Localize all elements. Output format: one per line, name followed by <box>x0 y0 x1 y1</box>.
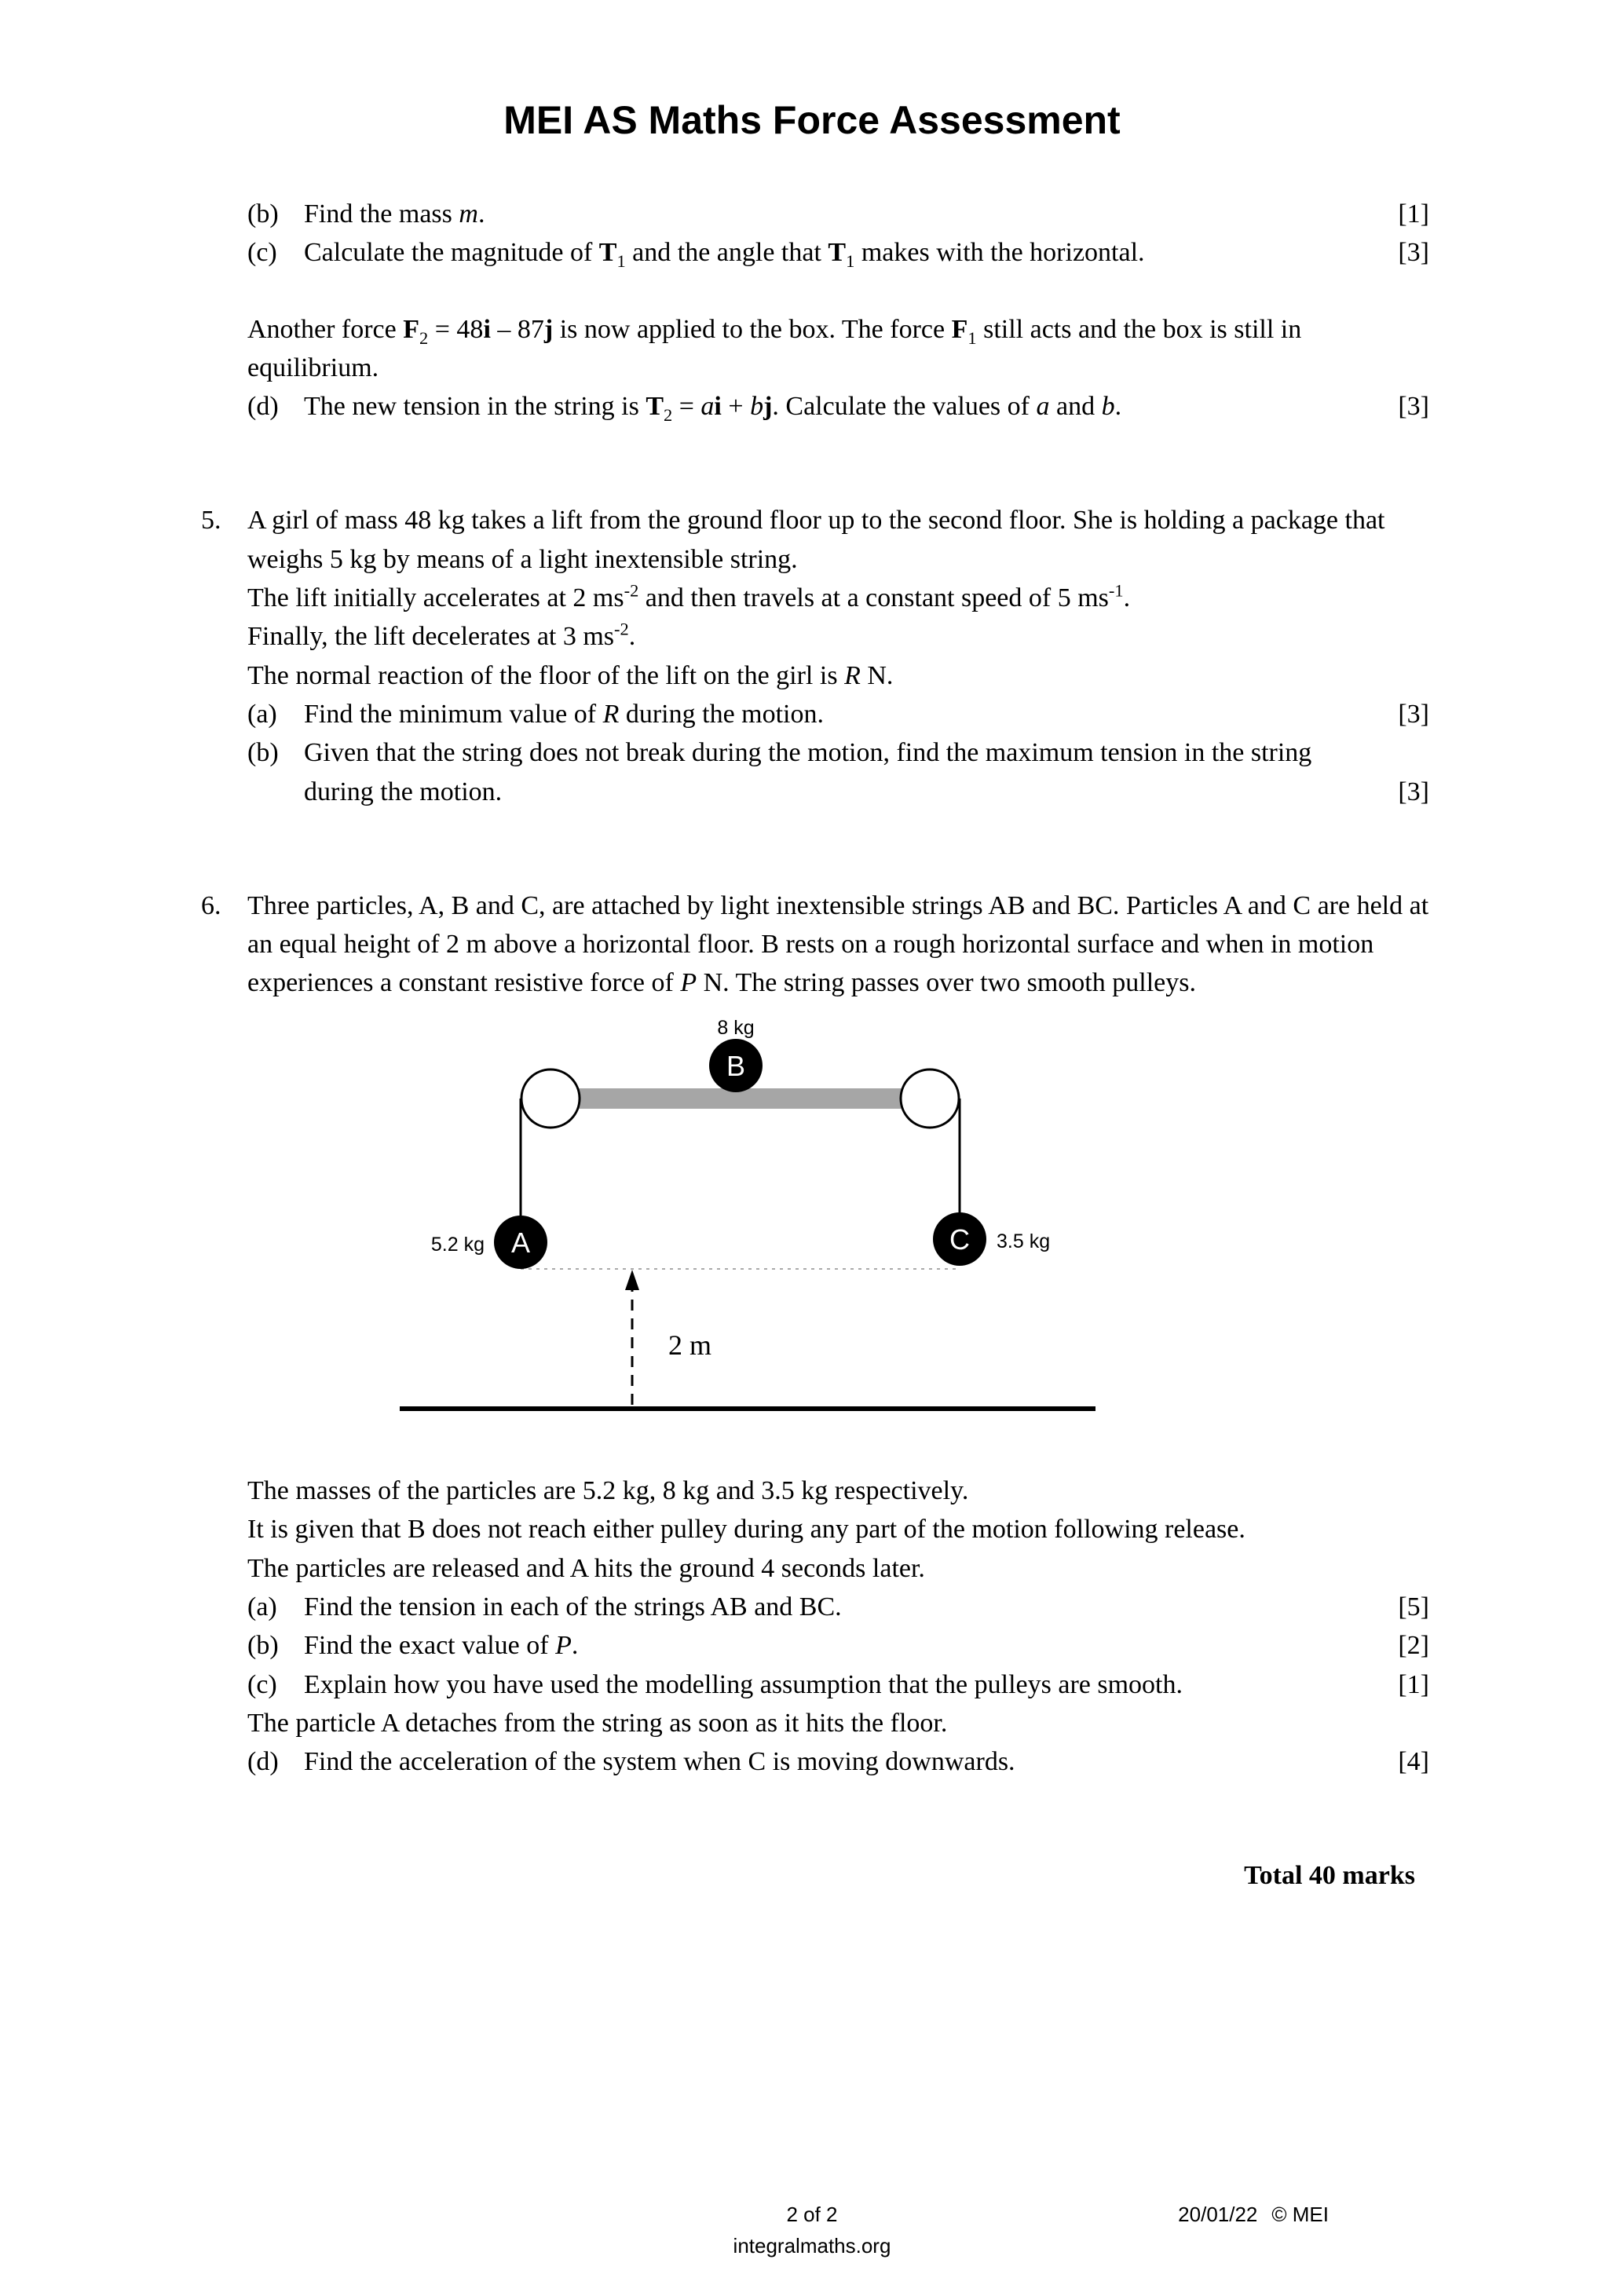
mass-b-label: 8 kg <box>717 1016 755 1039</box>
paragraph: The normal reaction of the floor of the lift on the girl is R N. <box>247 660 894 690</box>
footer-date: 20/01/22 <box>1178 2203 1258 2226</box>
question-number: 6. <box>201 890 221 920</box>
part-text: Find the mass m. <box>304 199 485 229</box>
part-label: (d) <box>247 1747 279 1777</box>
footer-right <box>1178 2199 1329 2230</box>
pulley-diagram-svg <box>397 1011 1103 1415</box>
question-part <box>247 387 1429 426</box>
part-label: (a) <box>247 699 277 729</box>
part-label: (c) <box>247 238 277 268</box>
question-part <box>247 1742 1429 1781</box>
paragraph: Three particles, A, B and C, are attached by light inextensible strings AB and BC. Particles A and C are held at an equal height of 2 m above a horizontal floor. B rests on a rough horizontal surface and when in motion experiences a constant resistive force of P N. The string passes over two smooth pulleys. <box>247 890 1429 998</box>
particle-b-label: B <box>726 1049 746 1082</box>
part-label: (c) <box>247 1669 277 1699</box>
page-title: MEI AS Maths Force Assessment <box>503 98 1121 142</box>
part-label: (b) <box>247 738 279 768</box>
part-text: Find the tension in each of the strings AB and BC. <box>304 1592 842 1621</box>
question-part <box>247 1626 1429 1665</box>
marks-badge: [1] <box>1398 199 1429 229</box>
total-marks: Total 40 marks <box>1244 1861 1415 1891</box>
height-label: 2 m <box>668 1329 712 1361</box>
part-text: Explain how you have used the modelling assumption that the pulleys are smooth. <box>304 1669 1183 1699</box>
mass-a-label: 5.2 kg <box>430 1233 485 1256</box>
question-part <box>247 195 1429 233</box>
paragraph: The masses of the particles are 5.2 kg, 8 kg and 3.5 kg respectively. <box>247 1476 969 1506</box>
question-part <box>247 1665 1429 1704</box>
footer-site: integralmaths.org <box>733 2234 891 2258</box>
pulley-diagram <box>397 1011 1429 1426</box>
pulley-right <box>901 1069 959 1128</box>
part-label: (d) <box>247 392 279 422</box>
marks-badge: [4] <box>1398 1747 1429 1777</box>
marks-badge: [2] <box>1398 1631 1429 1661</box>
paragraph: Another force $F_2 = 48i - 87j$ is now applied to the box. The force $F_1$ still acts and the box is still in equilibrium. <box>247 314 1302 382</box>
part-text: Find the exact value of P. <box>304 1631 579 1661</box>
part-label: (b) <box>247 199 279 229</box>
part-text: The new tension in the string is $T_2$ = ai + bj. Calculate the values of a and b. <box>304 392 1122 425</box>
question-part <box>247 695 1429 733</box>
footer-center <box>0 2199 1624 2261</box>
paragraph: The lift initially accelerates at 2 $ms^{-2}$ and then travels at a constant speed of 5 $ms^{-1}$. <box>247 580 1131 613</box>
question-5 <box>201 501 1429 810</box>
page-number: 2 of 2 <box>786 2203 838 2226</box>
document-content <box>201 195 1429 1896</box>
marks-badge: [3] <box>1398 392 1429 422</box>
part-text: Calculate the magnitude of $T_1$ and the angle that $T_1$ makes with the horizontal. <box>304 238 1145 272</box>
paragraph: It is given that B does not reach either pulley during any part of the motion following release. <box>247 1515 1245 1545</box>
question-number: 5. <box>201 506 221 536</box>
paragraph: Finally, the lift decelerates at 3 $ms^{-2}$. <box>247 620 636 652</box>
paragraph: The particle A detaches from the string as soon as it hits the floor. <box>247 1708 948 1738</box>
pulley-left <box>521 1069 580 1128</box>
mass-c-label: 3.5 kg <box>997 1230 1051 1252</box>
marks-badge: [5] <box>1398 1592 1429 1621</box>
marks-badge: [3] <box>1398 699 1429 729</box>
part-text: Find the acceleration of the system when C is moving downwards. <box>304 1747 1015 1777</box>
paragraph: A girl of mass 48 kg takes a lift from the ground floor up to the second floor. She is holding a package that weighs 5 kg by means of a light inextensible string. <box>247 506 1385 574</box>
question-part <box>247 1588 1429 1626</box>
particle-a-label: A <box>510 1226 531 1259</box>
part-text: Given that the string does not break during the motion, find the maximum tension in the string during the motion. <box>304 738 1312 806</box>
particle-c-label: C <box>949 1223 970 1256</box>
marks-badge: [3] <box>1398 238 1429 268</box>
question-part <box>247 233 1429 272</box>
paragraph: The particles are released and A hits the ground 4 seconds later. <box>247 1553 925 1583</box>
part-label: (a) <box>247 1592 277 1621</box>
part-label: (b) <box>247 1631 279 1661</box>
part-text: Find the minimum value of R during the motion. <box>304 699 825 729</box>
question-6 <box>201 887 1429 1782</box>
marks-badge: [3] <box>1398 777 1429 806</box>
footer-copyright: © MEI <box>1271 2203 1329 2226</box>
question-part <box>247 733 1429 811</box>
marks-badge: [1] <box>1398 1669 1429 1699</box>
height-arrow-icon <box>625 1270 639 1290</box>
